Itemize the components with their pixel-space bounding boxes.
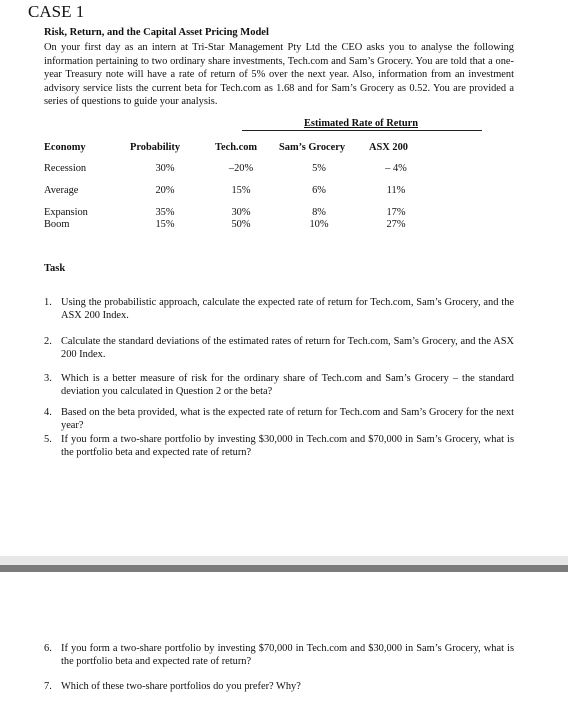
task-number: 7. xyxy=(44,681,52,692)
task-number: 2. xyxy=(44,336,52,347)
task-text: If you form a two-share portfolio by investing $30,000 in Tech.com and $70,000 in Sam’s Grocery, what is the portfolio beta and expected rate of return? xyxy=(61,434,514,459)
row-recession-asx: – 4% xyxy=(385,163,407,174)
task-text: Using the probabilistic approach, calculate the expected rate of return for Tech.com, Sam’s Grocery, and the ASX 200 Index. xyxy=(61,297,514,322)
task-text: Calculate the standard deviations of the estimated rates of return for Tech.com, Sam’s Grocery, and the ASX 200 Index. xyxy=(61,336,514,361)
span-header-rule xyxy=(242,130,482,131)
header-asx200: ASX 200 xyxy=(369,142,408,153)
task-number: 4. xyxy=(44,407,52,418)
row-average-probability: 20% xyxy=(155,185,175,196)
row-expansion-probability: 35% xyxy=(155,207,175,218)
row-boom-economy: Boom xyxy=(44,219,70,230)
page-break-separator xyxy=(0,556,568,572)
return-table xyxy=(44,118,464,236)
task-text: Which is a better measure of risk for the ordinary share of Tech.com and Sam’s Grocery – the standard deviation you calculated in Question 2 or the beta? xyxy=(61,373,514,398)
case-subtitle: Risk, Return, and the Capital Asset Pricing Model xyxy=(44,27,269,38)
document-page-2 xyxy=(0,572,568,712)
row-recession-techcom: –20% xyxy=(228,163,254,174)
task-text: If you form a two-share portfolio by investing $70,000 in Tech.com and $30,000 in Sam’s Grocery, what is the portfolio beta and expected rate of return? xyxy=(61,643,514,668)
task-text: Based on the beta provided, what is the expected rate of return for Tech.com and Sam’s Grocery for the next year? xyxy=(61,407,514,432)
task-heading: Task xyxy=(44,263,66,274)
task-number: 1. xyxy=(44,297,52,308)
header-probability: Probability xyxy=(130,142,181,153)
row-expansion-sams: 8% xyxy=(312,207,326,218)
row-boom-probability: 15% xyxy=(155,219,175,230)
row-average-sams: 6% xyxy=(312,185,326,196)
table-span-header: Estimated Rate of Return xyxy=(304,118,418,129)
row-average-asx: 11% xyxy=(386,185,406,196)
case-title: CASE 1 xyxy=(28,2,85,21)
header-techcom: Tech.com xyxy=(215,142,258,153)
intro-paragraph: On your first day as an intern at Tri-Star Management Pty Ltd the CEO asks you to analyse the following information pertaining to two ordinary share investments, Tech.com and Sam’s Grocery. You are told that a one-year Treasury note will have a rate of return of 5% over the next year. Also, information from an investment advisory service lists the current beta for Tech.com as 1.68 and for Sam’s Grocery as 0.52. You are provided a series of questions to guide your analysis. xyxy=(44,42,514,108)
task-number: 3. xyxy=(44,373,52,384)
row-expansion-asx: 17% xyxy=(386,207,406,218)
row-average-economy: Average xyxy=(44,185,79,196)
task-text: Which of these two-share portfolios do you prefer? Why? xyxy=(61,681,301,692)
row-recession-sams: 5% xyxy=(312,163,326,174)
row-boom-sams: 10% xyxy=(309,219,329,230)
row-boom-techcom: 50% xyxy=(231,219,251,230)
task-number: 6. xyxy=(44,643,52,654)
row-expansion-techcom: 30% xyxy=(231,207,251,218)
row-boom-asx: 27% xyxy=(386,219,406,230)
header-sams-grocery: Sam’s Grocery xyxy=(279,142,346,153)
task-number: 5. xyxy=(44,434,52,445)
row-expansion-economy: Expansion xyxy=(44,207,88,218)
row-recession-probability: 30% xyxy=(155,163,175,174)
row-recession-economy: Recession xyxy=(44,163,87,174)
row-average-techcom: 15% xyxy=(231,185,251,196)
header-economy: Economy xyxy=(44,142,86,153)
